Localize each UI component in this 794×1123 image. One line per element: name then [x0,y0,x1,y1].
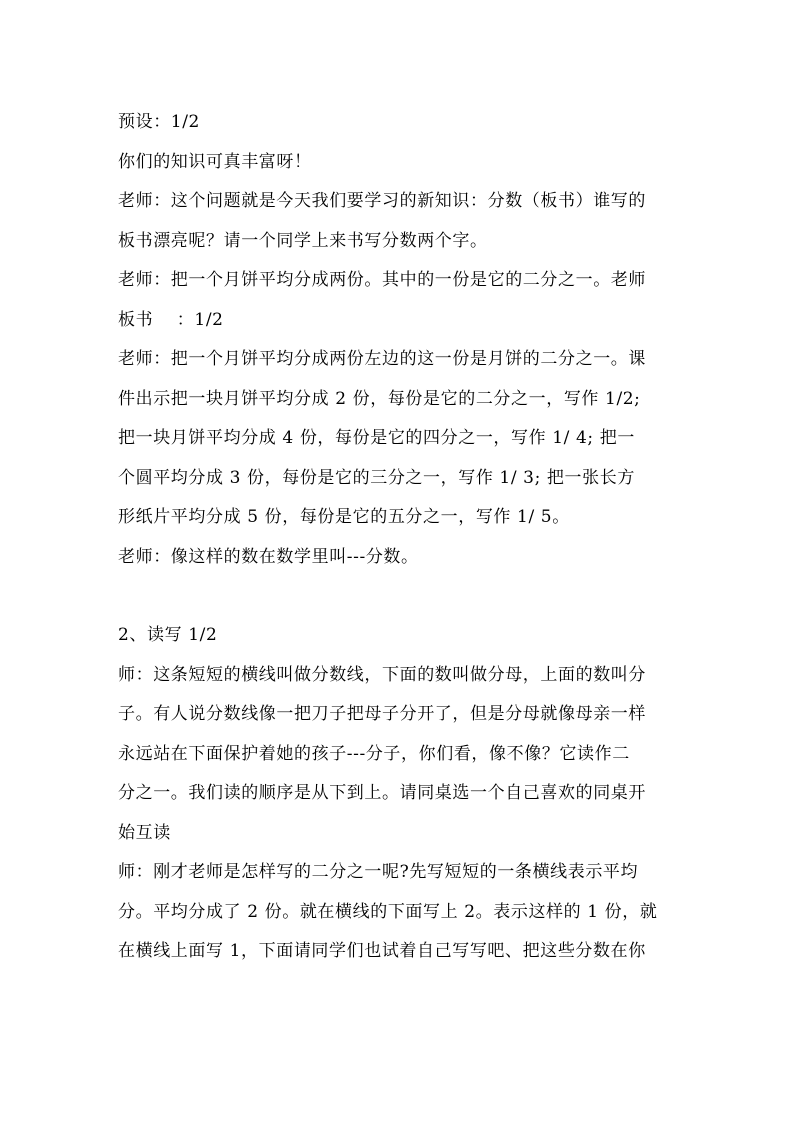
text-line: 件出示把一块月饼平均分成 2 份，每份是它的二分之一，写作 1/2; [118,388,641,409]
text-line: 老师：像这样的数在数学里叫---分数。 [118,546,419,567]
text-line: 板书 ：1/2 [118,309,224,330]
text-line: 你们的知识可真丰富呀！ [118,151,312,172]
text-line: 分。平均分成了 2 份。就在横线的下面写上 2。表示这样的 1 份，就 [118,901,658,922]
paragraph-gap [118,577,684,616]
text-line: 形纸片平均分成 5 份，每份是它的五分之一，写作 1/ 5。 [118,507,570,527]
text-line: 师：这条短短的横线叫做分数线，下面的数叫做分母，上面的数叫分 [118,664,646,685]
text-line: 始互读 [118,822,171,843]
text-line: 分之一。我们读的顺序是从下到上。请同桌选一个自己喜欢的同桌开 [118,783,646,803]
section-heading: 2、读写 1/2 [118,625,218,645]
text-line: 子。有人说分数线像一把刀子把母子分开了，但是分母就像母亲一样 [118,704,646,724]
text-line: 板书漂亮呢？请一个同学上来书写分数两个字。 [118,230,488,251]
text-line: 老师：这个问题就是今天我们要学习的新知识：分数（板书）谁写的 [118,191,646,211]
text-line: 个圆平均分成 3 份，每份是它的三分之一，写作 1/ 3; 把一张长方 [118,467,635,488]
text-line: 师：刚才老师是怎样写的二分之一呢?先写短短的一条横线表示平均 [118,862,639,882]
text-line: 预设：1/2 [118,112,200,132]
text-line: 把一块月饼平均分成 4 份，每份是它的四分之一，写作 1/ 4; 把一 [118,428,635,448]
text-line: 老师：把一个月饼平均分成两份左边的这一份是月饼的二分之一。课 [118,349,646,369]
text-line: 永远站在下面保护着她的孩子---分子，你们看，像不像？它读作二 [118,743,630,764]
document-body [118,103,684,972]
text-line: 老师：把一个月饼平均分成两份。其中的一份是它的二分之一。老师 [118,270,646,290]
text-line: 在横线上面写 1，下面请同学们也试着自己写写吧、把这些分数在你 [118,941,646,961]
